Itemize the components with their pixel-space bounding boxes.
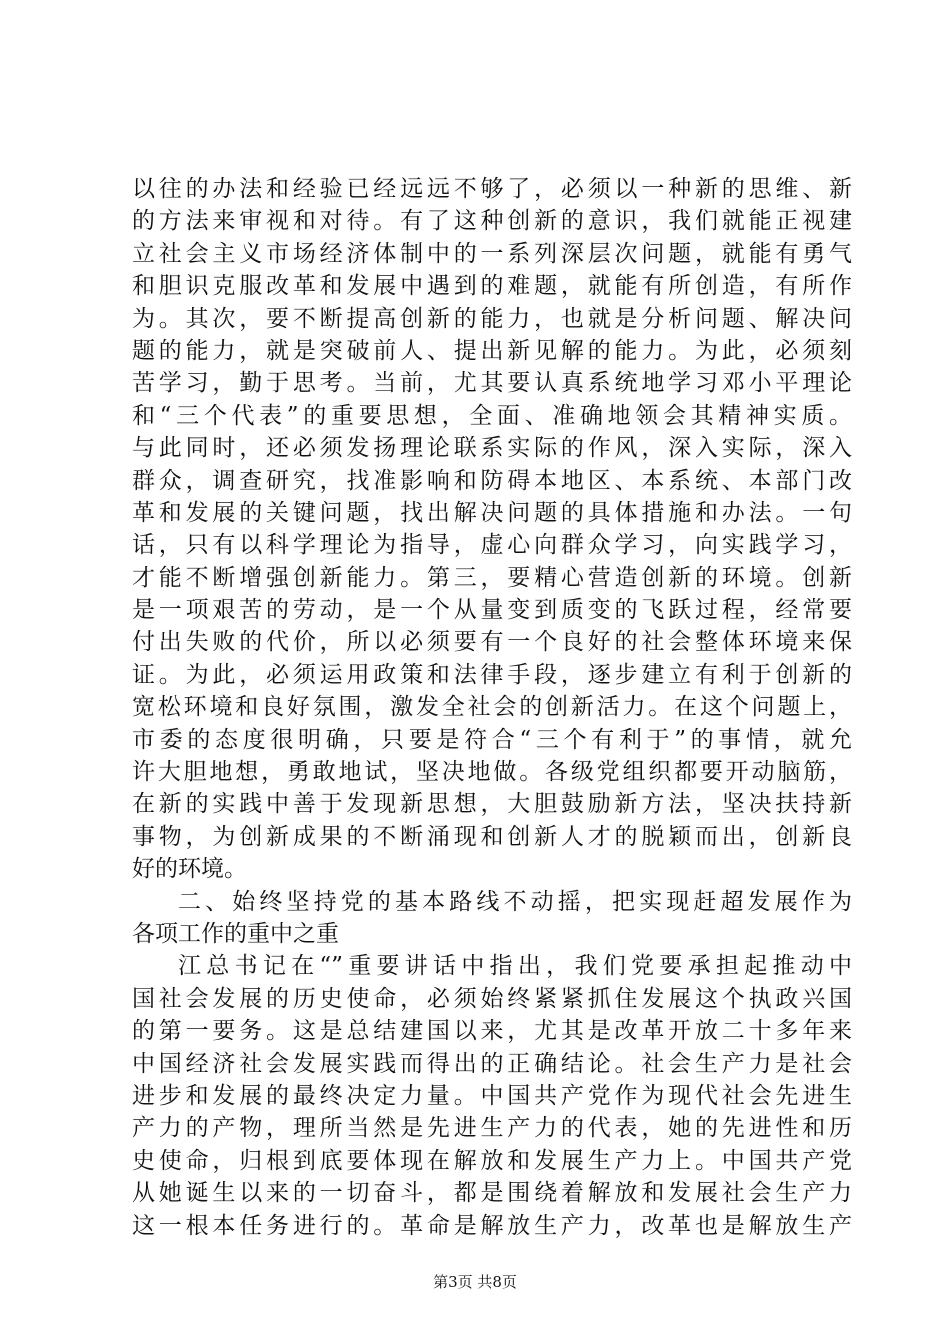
text-line: 事物，为创新成果的不断涌现和创新人才的脱颖而出，创新良 (132, 823, 852, 850)
text-line: 革和发展的关键问题，找出解决问题的具体措施和办法。一句 (132, 499, 852, 526)
text-line: 立社会主义市场经济体制中的一系列深层次问题，就能有勇气 (132, 240, 852, 267)
text-line: 各项工作的重中之重 (132, 920, 339, 947)
text-line: 为。其次，要不断提高创新的能力，也就是分析问题、解决问 (132, 305, 852, 332)
text-line: 的第一要务。这是总结建国以来，尤其是改革开放二十多年来 (132, 1018, 852, 1045)
text-line: 市委的态度很明确，只要是符合“三个有利于”的事情，就允 (132, 726, 852, 753)
text-line: 二、始终坚持党的基本路线不动摇，把实现赶超发展作为 (178, 888, 852, 915)
text-line: 苦学习，勤于思考。当前，尤其要认真系统地学习邓小平理论 (132, 370, 852, 397)
text-line: 付出失败的代价，所以必须要有一个良好的社会整体环境来保 (132, 629, 852, 656)
text-line: 好的环境。 (132, 856, 247, 883)
text-line: 宽松环境和良好氛围，激发全社会的创新活力。在这个问题上， (132, 694, 852, 721)
text-line: 江总书记在“”重要讲话中指出，我们党要承担起推动中 (178, 953, 852, 980)
text-line: 产力的产物，理所当然是先进生产力的代表，她的先进性和历 (132, 1115, 852, 1142)
text-line: 题的能力，就是突破前人、提出新见解的能力。为此，必须刻 (132, 337, 852, 364)
text-line: 进步和发展的最终决定力量。中国共产党作为现代社会先进生 (132, 1082, 852, 1109)
text-line: 和胆识克服改革和发展中遇到的难题，就能有所创造，有所作 (132, 273, 852, 300)
text-line: 国社会发展的历史使命，必须始终紧紧抓住发展这个执政兴国 (132, 985, 852, 1012)
text-line: 史使命，归根到底要体现在解放和发展生产力上。中国共产党 (132, 1147, 852, 1174)
text-line: 和“三个代表”的重要思想，全面、准确地领会其精神实质。 (132, 402, 852, 429)
text-line: 的方法来审视和对待。有了这种创新的意识，我们就能正视建 (132, 208, 852, 235)
text-line: 在新的实践中善于发现新思想，大胆鼓励新方法，坚决扶持新 (132, 791, 852, 818)
page-footer: 第3页 共8页 (433, 1273, 517, 1291)
text-line: 群众，调查研究，找准影响和防碍本地区、本系统、本部门改 (132, 467, 852, 494)
text-line: 是一项艰苦的劳动，是一个从量变到质变的飞跃过程，经常要 (132, 597, 852, 624)
text-line: 才能不断增强创新能力。第三，要精心营造创新的环境。创新 (132, 564, 852, 591)
text-line: 许大胆地想，勇敢地试，坚决地做。各级党组织都要开动脑筋， (132, 759, 852, 786)
text-line: 话，只有以科学理论为指导，虚心向群众学习，向实践学习， (132, 532, 852, 559)
body-text (132, 173, 852, 1242)
text-line: 证。为此，必须运用政策和法律手段，逐步建立有利于创新的 (132, 661, 852, 688)
text-line: 这一根本任务进行的。革命是解放生产力，改革也是解放生产 (132, 1212, 852, 1239)
text-line: 中国经济社会发展实践而得出的正确结论。社会生产力是社会 (132, 1050, 852, 1077)
text-line: 以往的办法和经验已经远远不够了，必须以一种新的思维、新 (132, 176, 852, 202)
text-line: 与此同时，还必须发扬理论联系实际的作风，深入实际，深入 (132, 435, 852, 462)
text-line: 从她诞生以来的一切奋斗，都是围绕着解放和发展社会生产力 (132, 1180, 852, 1207)
